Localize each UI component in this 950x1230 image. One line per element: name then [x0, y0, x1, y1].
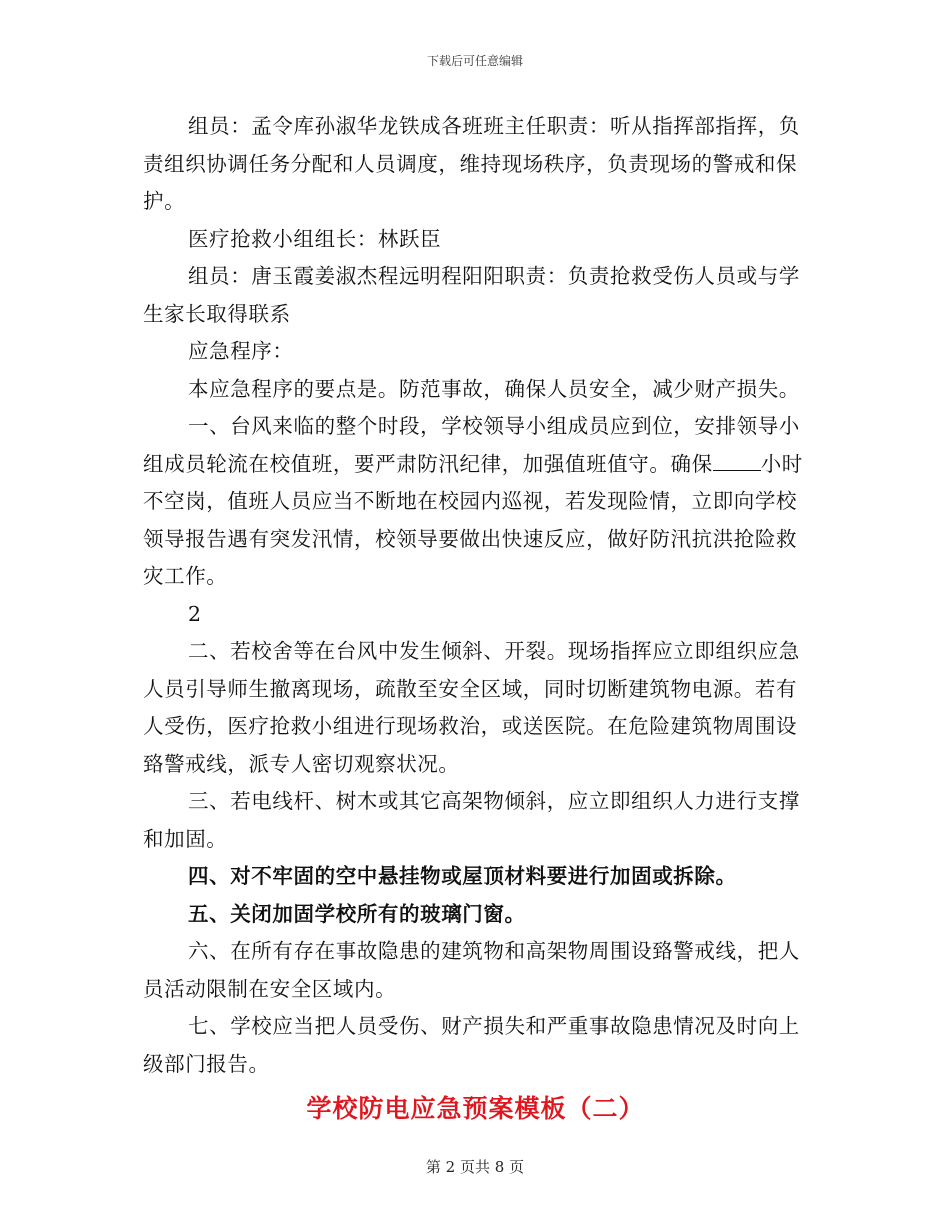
- paragraph-step-seven: 七、学校应当把人员受伤、财产损失和严重事故隐患情况及时向上级部门报告。: [143, 1014, 800, 1076]
- fill-in-blank: [713, 450, 761, 471]
- paragraph-step-two: 二、若校舍等在台风中发生倾斜、开裂。现场指挥应立即组织应急人员引导师生撤离现场，疏散至安全区域，同时切断建筑物电源。若有人受伤，医疗抢救小组进行现场救治，或送医院。在危险建筑物周围设臵警戒线，派专人密切观察状况。: [143, 639, 800, 776]
- paragraph-team-members: 组员：孟令库孙淑华龙铁成各班班主任职责：听从指挥部指挥，负责组织协调任务分配和人员调度，维持现场秩序，负责现场的警戒和保护。: [143, 114, 800, 213]
- section-title: 学校防电应急预案模板（二）: [306, 1094, 645, 1123]
- paragraph-step-one: [143, 408, 808, 596]
- document-body: [143, 108, 808, 1125]
- step-one-text-before: 一、台风来临的整个时段，学校领导小组成员应到位，安排领导小组成员轮流在校值班，要严肃防汛纪律，加强值班值守。确保: [143, 414, 800, 476]
- paragraph-step-six: 六、在所有存在事故隐患的建筑物和高架物周围设臵警戒线，把人员活动限制在安全区域内。: [143, 939, 800, 1001]
- page-footer: 第 2 页共 8 页: [425, 1158, 525, 1176]
- paragraph-procedure-intro: 本应急程序的要点是。防范事故，确保人员安全，减少财产损失。: [188, 376, 800, 401]
- paragraph-medical-leader: 医疗抢救小组组长：林跃臣: [188, 226, 442, 251]
- paragraph-step-four: 四、对不牢固的空中悬挂物或屋顶材料要进行加固或拆除。: [188, 864, 737, 888]
- page-header-note: 下载后可任意编辑: [426, 54, 523, 68]
- step-one-text-after: 小时不空岗，值班人员应当不断地在校园内巡视，若发现险情，立即向学校领导报告遇有突发汛情，校领导要做出快速反应，做好防汛抗洪抢险救灾工作。: [143, 451, 803, 588]
- paragraph-step-five: 五、关闭加固学校所有的玻璃门窗。: [188, 901, 526, 926]
- paragraph-medical-members: 组员：唐玉霞姜淑杰程远明程阳阳职责：负责抢救受伤人员或与学生家长取得联系: [143, 264, 800, 326]
- page-marker: 2: [188, 601, 202, 626]
- paragraph-procedure-heading: 应急程序：: [188, 339, 294, 363]
- paragraph-step-three: 三、若电线杆、树木或其它高架物倾斜，应立即组织人力进行支撑和加固。: [143, 789, 800, 851]
